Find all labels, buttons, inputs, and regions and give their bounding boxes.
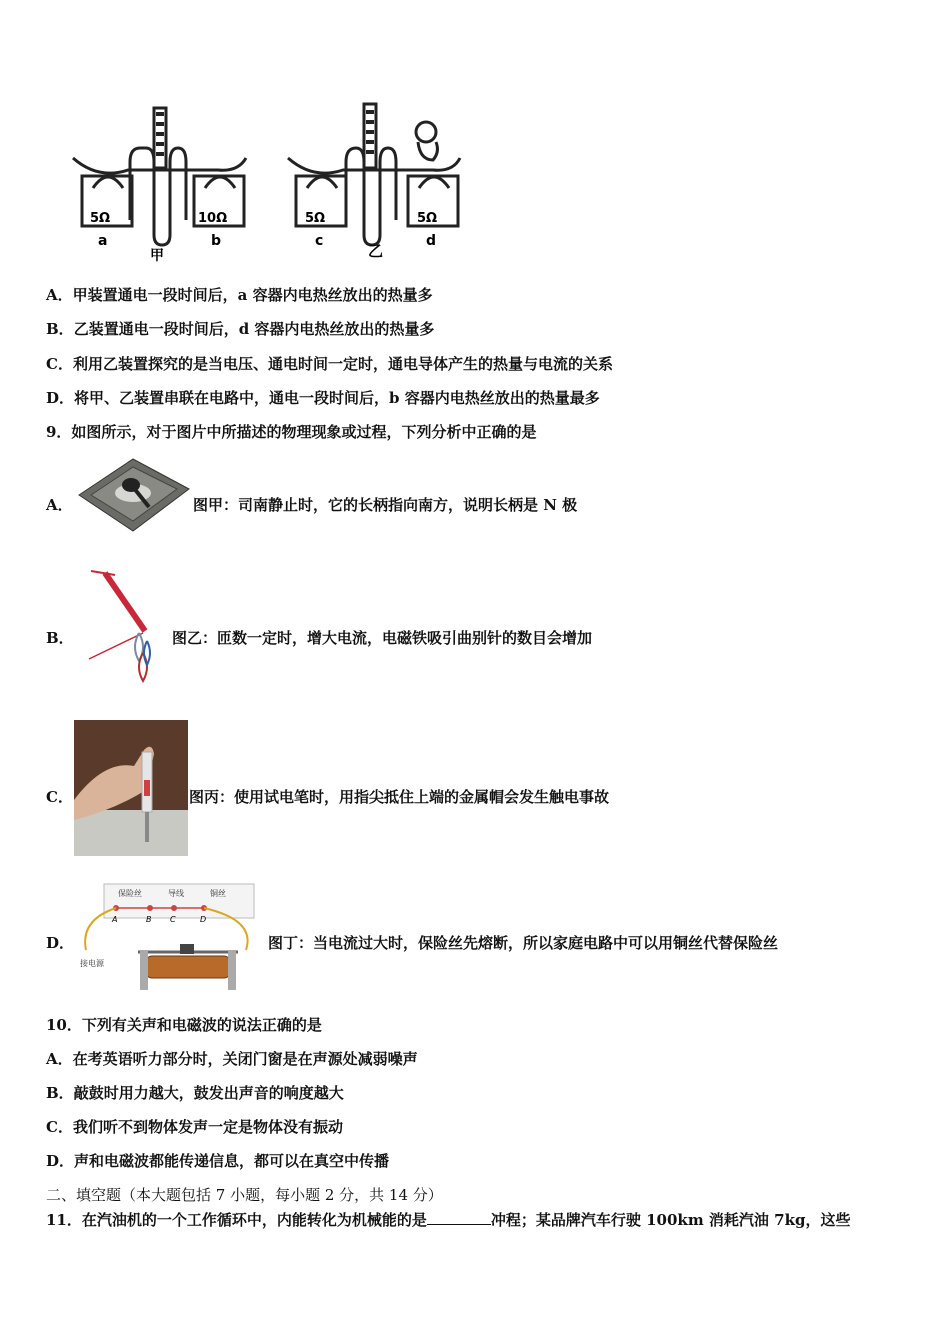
q11-line: 11．在汽油机的一个工作循环中，内能转化为机械能的是 冲程；某品牌汽车行驶 100km 消耗汽油 7kg，这些: [46, 1211, 851, 1229]
pt-a: A: [112, 915, 118, 924]
pt-c: C: [170, 915, 176, 924]
q10-option-a: A．在考英语听力部分时，关闭门窗是在声源处减弱噪声: [46, 1050, 418, 1068]
label-d: d: [426, 233, 437, 249]
electromagnet-paperclips-image: [85, 563, 160, 688]
q9-option-b-text: 图乙：匝数一定时，增大电流，电磁铁吸引曲别针的数目会增加: [172, 629, 593, 647]
label-c: c: [315, 233, 324, 249]
caption-jia: 甲: [150, 248, 164, 264]
label-a: a: [98, 233, 108, 249]
joule-apparatus-figure: [68, 100, 478, 270]
q8-option-b: B．乙装置通电一段时间后，d 容器内电热丝放出的热量多: [46, 320, 435, 338]
q9-option-c-text: 图丙：使用试电笔时，用指尖抵住上端的金属帽会发生触电事故: [189, 788, 610, 806]
sinan-compass-image: [73, 455, 191, 533]
fuse-circuit-image: [76, 880, 266, 995]
q8-option-d: D．将甲、乙装置串联在电路中，通电一段时间后，b 容器内电热丝放出的热量最多: [46, 389, 600, 407]
left-r1-label: 5Ω: [90, 211, 111, 226]
label-b: b: [211, 233, 222, 249]
copper-label: 铜丝: [210, 889, 226, 898]
q9-option-a-letter: A．: [46, 496, 73, 514]
right-r2-label: 5Ω: [417, 211, 438, 226]
joule-apparatus-svg: [68, 100, 478, 270]
q9-option-b-letter: B．: [46, 629, 74, 647]
wire-label: 导线: [168, 889, 184, 898]
q10-option-b: B．敲鼓时用力越大，鼓发出声音的响度越大: [46, 1084, 344, 1102]
q9-option-c-letter: C．: [46, 788, 73, 806]
q9-stem: 9．如图所示，对于图片中所描述的物理现象或过程，下列分析中正确的是: [46, 423, 537, 441]
pt-b: B: [146, 915, 152, 924]
q9-option-d-text: 图丁：当电流过大时，保险丝先熔断，所以家庭电路中可以用铜丝代替保险丝: [268, 934, 779, 952]
section2-heading: 二、填空题（本大题包括 7 小题，每小题 2 分，共 14 分）: [46, 1186, 443, 1204]
right-r1-label: 5Ω: [305, 211, 326, 226]
q11-answer-blank[interactable]: [427, 1210, 491, 1225]
q8-option-a: A．甲装置通电一段时间后，a 容器内电热丝放出的热量多: [46, 286, 433, 304]
fuse-label: 保险丝: [118, 889, 142, 898]
q10-option-d: D．声和电磁波都能传递信息，都可以在真空中传播: [46, 1152, 390, 1170]
caption-yi: 乙: [368, 242, 384, 260]
q9-option-d-letter: D．: [46, 934, 75, 952]
q10-option-c: C．我们听不到物体发声一定是物体没有振动: [46, 1118, 343, 1136]
power-label: 接电源: [80, 959, 104, 968]
q10-stem: 10．下列有关声和电磁波的说法正确的是: [46, 1016, 322, 1034]
test-pen-image: [74, 720, 188, 856]
q9-option-a-text: 图甲：司南静止时，它的长柄指向南方，说明长柄是 N 极: [193, 496, 578, 514]
pt-d: D: [200, 915, 207, 924]
left-r2-label: 10Ω: [198, 211, 228, 226]
q8-option-c: C．利用乙装置探究的是当电压、通电时间一定时，通电导体产生的热量与电流的关系: [46, 355, 613, 373]
